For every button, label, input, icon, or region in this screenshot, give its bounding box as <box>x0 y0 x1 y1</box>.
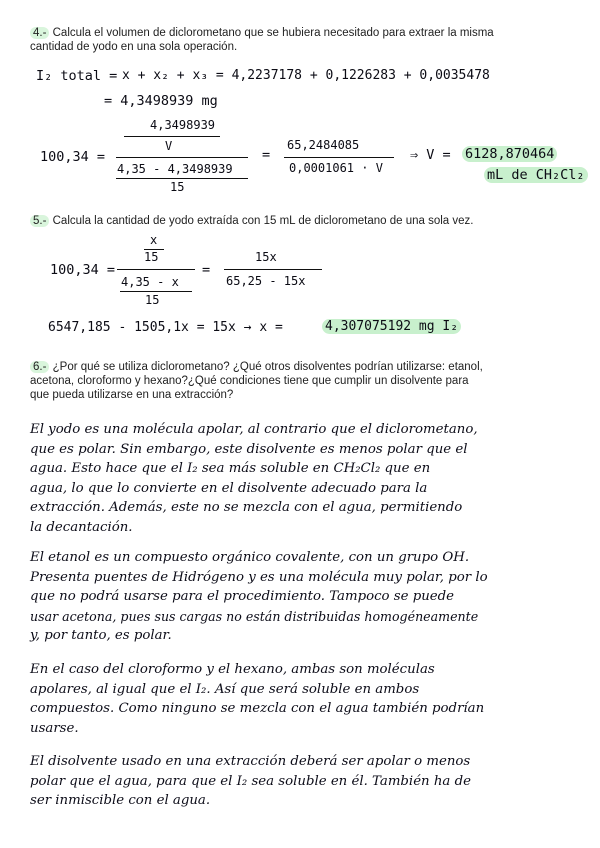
eq1-result-1: 6128,870464 <box>462 146 557 162</box>
question-4-text-1: Calcula el volumen de diclorometano que se hubiera necesitado para extraer la misma <box>52 27 494 39</box>
answer-line: El yodo es una molécula apolar, al contrario que el diclorometano, <box>30 422 478 437</box>
answer-line: apolares, al igual que el I₂. Así que será soluble en ambos <box>30 681 420 697</box>
eq2-rhs-num: 15x <box>255 250 277 264</box>
question-4 <box>30 26 578 54</box>
answer-line: usarse. <box>30 720 79 736</box>
question-6 <box>30 360 578 402</box>
answer-line: compuestos. Como ninguno se mezcla con el agua también podrían <box>30 701 485 716</box>
answer-paragraph-2 <box>30 548 582 646</box>
eq2-frac-top-den: 15 <box>144 250 159 264</box>
eq1-result-2: mL de CH₂Cl₂ <box>484 167 588 183</box>
eq2-frac-bot-den: 15 <box>145 293 160 307</box>
answer-line: la decantación. <box>30 519 133 535</box>
answer-line: ser inmiscible con el agua. <box>30 793 211 808</box>
question-5-number: 5.- <box>30 215 49 227</box>
question-4-text-2: cantidad de yodo en una sola operación. <box>30 41 238 53</box>
eq1-lhs: 100,34 = <box>40 149 106 165</box>
eq1-frac-top-num: 4,3498939 <box>150 118 216 132</box>
itotal-result: = 4,3498939 mg <box>104 93 218 109</box>
eq1-rhs-line <box>284 157 394 158</box>
eq2-frac-top-num: x <box>150 233 158 247</box>
eq2-main-line <box>117 269 195 270</box>
answer-line: agua. Esto hace que el I₂ sea más soluble en CH₂Cl₂ que en <box>30 461 431 476</box>
eq1-frac-top-line <box>124 136 220 137</box>
answer-line: agua, lo que lo convierte en el disolvente adecuado para la <box>30 480 428 496</box>
answer-line: En el caso del cloroformo y el hexano, ambas son moléculas <box>30 662 435 677</box>
eq2-line3: 6547,185 - 1505,1x = 15x → x = <box>48 320 283 335</box>
eq2-equals: = <box>202 262 211 278</box>
eq1-equals: = <box>262 147 271 163</box>
answer-line: El etanol es un compuesto orgánico covalente, con un grupo OH. <box>30 550 470 565</box>
eq2-lhs: 100,34 = <box>50 262 116 278</box>
answer-paragraph-1 <box>30 420 582 537</box>
question-6-text-3: que pueda utilizarse en una extracción? <box>30 389 234 401</box>
eq2-frac-bot-num: 4,35 - x <box>121 275 179 289</box>
eq1-frac-bot-line <box>116 178 248 179</box>
itotal-lhs: I₂ total = <box>36 68 118 84</box>
question-5-text: Calcula la cantidad de yodo extraída con 15 mL de diclorometano de una sola vez. <box>52 215 474 227</box>
answer-paragraph-3 <box>30 660 582 738</box>
eq1-rhs-den: 0,0001061 · V <box>289 161 383 175</box>
eq1-frac-bot-num: 4,35 - 4,3498939 <box>117 162 233 176</box>
question-5 <box>30 214 578 228</box>
question-6-text-1: ¿Por qué se utiliza diclorometano? ¿Qué otros disolventes podrían utilizarse: etanol, <box>52 361 483 373</box>
question-6-number: 6.- <box>30 361 49 373</box>
answer-line: extracción. Además, este no se mezcla con el agua, permitiendo <box>30 500 463 515</box>
answer-line: polar que el agua, para que el I₂ sea soluble en él. También ha de <box>30 773 471 789</box>
eq1-rhs-num: 65,2484085 <box>287 138 360 152</box>
eq2-frac-bot-line <box>120 291 192 292</box>
eq2-result: 4,3070751​92 mg I₂ <box>322 319 461 334</box>
itotal-sum: x + x₂ + x₃ = 4,2237178 + 0,1226283 + 0,0035478 <box>122 68 490 83</box>
question-4-number: 4.- <box>30 27 49 39</box>
answer-line: El disolvente usado en una extracción deberá ser apolar o menos <box>30 754 471 769</box>
eq2-rhs-line <box>224 269 322 270</box>
eq1-main-line <box>116 157 248 158</box>
eq2-rhs-den: 65,25 - 15x <box>226 274 306 288</box>
eq1-frac-top-den: V <box>165 139 173 153</box>
answer-line: y, por tanto, es polar. <box>30 628 172 643</box>
answer-line: que es polar. Sin embargo, este disolvente es menos polar que el <box>30 441 468 457</box>
eq1-arrow: ⇒ V = <box>410 147 451 163</box>
answer-paragraph-4 <box>30 752 582 811</box>
eq1-frac-bot-den: 15 <box>170 180 185 194</box>
answer-line: que no podrá usarse para el procedimiento. Tampoco se puede <box>30 589 455 604</box>
answer-line: usar acetona, pues sus cargas no están distribuidas homogéneamente <box>30 608 479 624</box>
question-6-text-2: acetona, cloroformo y hexano?¿Qué condiciones tiene que cumplir un disolvente para <box>30 375 469 387</box>
answer-line: Presenta puentes de Hidrógeno y es una molécula muy polar, por lo <box>30 569 488 585</box>
